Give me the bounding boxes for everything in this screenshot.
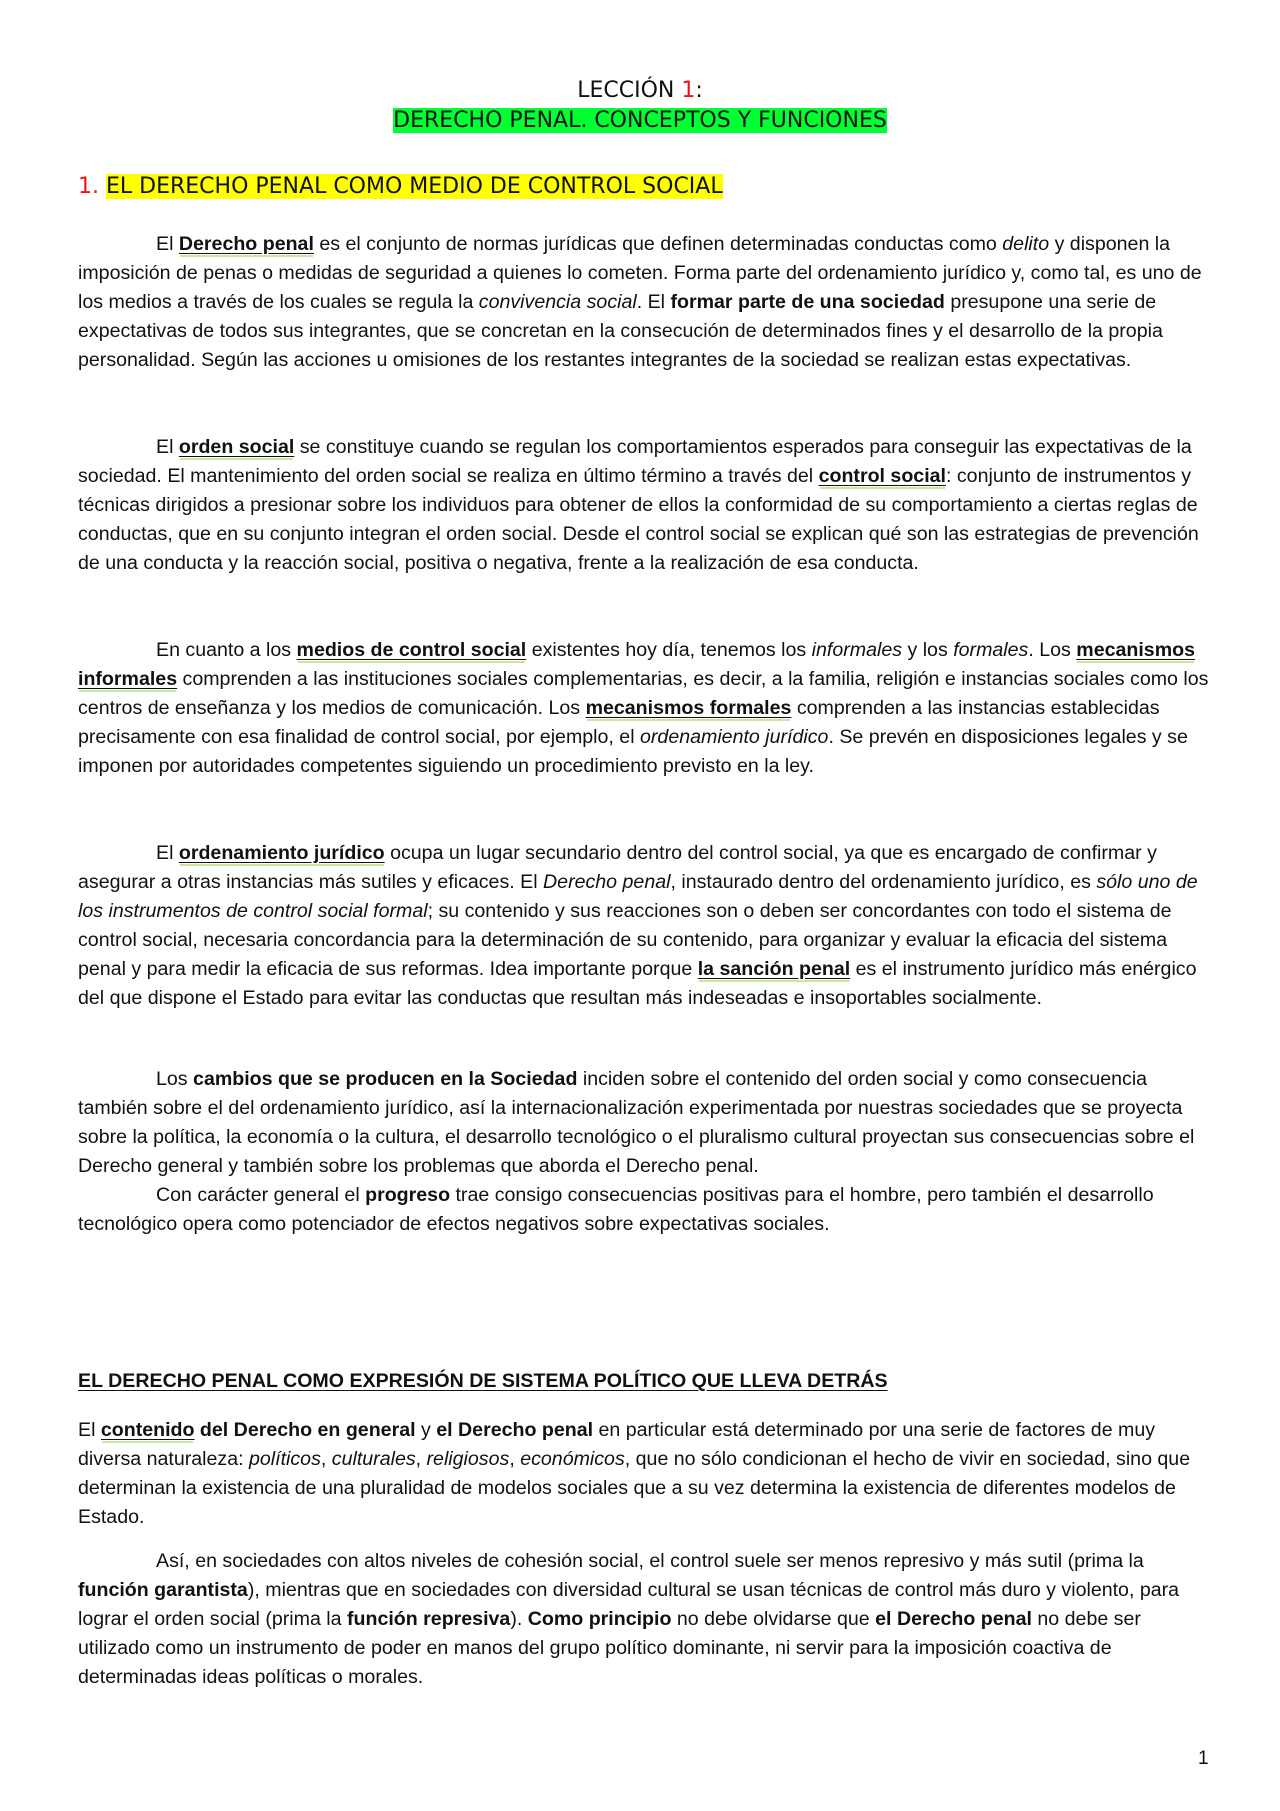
text-run: El: [156, 436, 179, 458]
text-run: no debe ser utilizado como un instrumento de poder en manos del grupo político dominante, ni servir para la imposición coactiva de determinadas ideas políticas o morales.: [78, 1608, 1141, 1688]
text-run: ocupa un lugar secundario dentro del control social, ya que es encargado de confirmar y asegurar a otras instancias más sutiles y eficaces. El: [78, 842, 1157, 893]
text-run: Con carácter general el: [156, 1184, 366, 1206]
paragraph-5: [78, 1065, 1213, 1239]
lesson-colon: :: [695, 78, 703, 103]
text-run: comprenden a las instituciones sociales complementarias, es decir, a la familia, religión e instancias sociales como los centros de enseñanza y los medios de comunicación. Los: [78, 668, 1209, 719]
term-orden-social: orden social: [178, 436, 295, 458]
page-number: 1: [1198, 1748, 1209, 1769]
term-politicos: políticos: [249, 1448, 321, 1470]
text-run: es el instrumento jurídico más enérgico del que dispone el Estado para evitar las conductas que resultan más indeseadas e insoportables socialmente.: [78, 958, 1197, 1009]
term-delito: delito: [1002, 233, 1050, 255]
term-convivencia-social: convivencia social: [478, 291, 637, 313]
text-run: es el conjunto de normas jurídicas que definen determinadas conductas como: [313, 233, 1003, 255]
text-run: existentes hoy día, tenemos los: [526, 639, 812, 661]
text-run: ,: [415, 1448, 427, 1470]
term-derecho-penal: Derecho penal: [178, 233, 314, 255]
term-mecanismos-informales: mecanismos informales: [78, 639, 1195, 690]
term-como-principio: Como principio: [527, 1608, 672, 1630]
text-run: comprenden a las instancias establecidas precisamente con esa finalidad de control social, por ejemplo, el: [78, 697, 1160, 748]
text-run: y disponen la imposición de penas o medidas de seguridad a quienes lo cometen. Forma parte del ordenamiento jurídico y, como tal, es uno de los medios a través de los cuales se regula la: [78, 233, 1202, 313]
term-derecho-general: del Derecho en general: [194, 1419, 416, 1441]
term-sancion-penal: la sanción penal: [697, 958, 851, 980]
text-run: , instaurado dentro del ordenamiento jurídico, es: [670, 871, 1097, 893]
term-ordenamiento-juridico: ordenamiento jurídico: [178, 842, 385, 864]
term-religiosos: religiosos: [426, 1448, 510, 1470]
term-funcion-represiva: función represiva: [346, 1608, 511, 1630]
text-run: Así, en sociedades con altos niveles de cohesión social, el control suele ser menos represivo y más sutil (prima la: [156, 1550, 1144, 1572]
lesson-title: [0, 76, 1280, 106]
text-run: En cuanto a los: [156, 639, 297, 661]
text-run: ).: [510, 1608, 528, 1630]
text-run: El: [78, 1419, 101, 1441]
term-derecho-penal: Derecho penal: [543, 871, 671, 893]
section-1-title: EL DERECHO PENAL COMO MEDIO DE CONTROL SOCIAL: [106, 174, 723, 199]
term-el-derecho-penal: el Derecho penal: [875, 1608, 1032, 1630]
term-formar-parte: formar parte de una sociedad: [670, 291, 945, 313]
term-contenido: contenido: [100, 1419, 195, 1441]
text-run: trae consigo consecuencias positivas para el hombre, pero también el desarrollo tecnológico opera como potenciador de efectos negativos sobre expectativas sociales.: [78, 1184, 1154, 1235]
text-run: : conjunto de instrumentos y técnicas dirigidos a presionar sobre los individuos para obtener de ellos la conformidad de su comportamiento a ciertas reglas de conductas, que en su conjunto integran el orden social. Desde el control social se explican qué son las estrategias de prevención de una conducta y la reacción social, positiva o negativa, frente a la realización de esa conducta.: [78, 465, 1199, 574]
text-run: y: [415, 1419, 437, 1441]
paragraph-1: [78, 230, 1213, 375]
term-funcion-garantista: función garantista: [78, 1579, 248, 1601]
text-run: El: [156, 233, 179, 255]
term-instrumento-control-formal: sólo uno de los instrumentos de control social formal: [78, 871, 1198, 922]
paragraph-8: [78, 1547, 1213, 1692]
text-run: presupone una serie de expectativas de todos sus integrantes, que se concretan en la consecución de determinados fines y el desarrollo de la propia personalidad. Según las acciones u omisiones de los restantes integrantes de la sociedad se realizan estas expectativas.: [78, 291, 1163, 371]
lesson-subtitle-line: [0, 106, 1280, 136]
term-economicos: económicos: [520, 1448, 625, 1470]
text-run: se constituye cuando se regulan los comportamientos esperados para conseguir las expectativas de la sociedad. El mantenimiento del orden social se realiza en último término a través del: [78, 436, 1192, 487]
section-1-number: 1.: [78, 174, 99, 199]
text-run: no debe olvidarse que: [671, 1608, 876, 1630]
paragraph-3: [78, 636, 1213, 781]
term-cambios-sociedad: cambios que se producen en la Sociedad: [193, 1068, 578, 1090]
text-run: Los: [156, 1068, 194, 1090]
text-run: inciden sobre el contenido del orden social y como consecuencia también sobre el del ordenamiento jurídico, así la internacionalización experimentada por nuestras sociedades que se proyecta sobre la política, la economía o la cultura, el desarrollo tecnológico o el pluralismo cultural proyectan sus consecuencias sobre el Derecho general y también sobre los problemas que aborda el Derecho penal.: [78, 1068, 1195, 1177]
text-run: . Se prevén en disposiciones legales y se imponen por autoridades competentes siguiendo un procedimiento previsto en la ley.: [78, 726, 1188, 777]
lesson-label: LECCIÓN: [577, 78, 682, 103]
text-run: ,: [509, 1448, 521, 1470]
lesson-number: 1: [681, 78, 696, 103]
text-run: ,: [320, 1448, 332, 1470]
text-run: . El: [636, 291, 671, 313]
term-culturales: culturales: [331, 1448, 416, 1470]
section-2-heading: EL DERECHO PENAL COMO EXPRESIÓN DE SISTEMA POLÍTICO QUE LLEVA DETRÁS: [78, 1370, 888, 1392]
term-ordenamiento-juridico: ordenamiento jurídico: [640, 726, 829, 748]
text-run: , que no sólo condicionan el hecho de vivir en sociedad, sino que determinan la existencia de una pluralidad de modelos sociales que a su vez determina la existencia de diferentes modelos de Estado.: [78, 1448, 1191, 1528]
paragraph-7: [78, 1416, 1213, 1532]
title-block: [0, 76, 1280, 136]
text-run: El: [156, 842, 179, 864]
term-formales: formales: [953, 639, 1029, 661]
text-run: . Los: [1028, 639, 1077, 661]
paragraph-4: [78, 839, 1213, 1013]
term-progreso: progreso: [365, 1184, 451, 1206]
text-run: ), mientras que en sociedades con diversidad cultural se usan técnicas de control más duro y violento, para lograr el orden social (prima la: [78, 1579, 1180, 1630]
term-medios-control-social: medios de control social: [296, 639, 527, 661]
term-derecho-penal: el Derecho penal: [436, 1419, 594, 1441]
term-informales: informales: [811, 639, 903, 661]
term-mecanismos-formales: mecanismos formales: [585, 697, 792, 719]
term-control-social: control social: [818, 465, 946, 487]
section-1-heading: [78, 172, 723, 202]
lesson-subtitle: DERECHO PENAL. CONCEPTOS Y FUNCIONES: [393, 108, 887, 133]
text-run: ; su contenido y sus reacciones son o deben ser concordantes con todo el sistema de control social, necesaria concordancia para la determinación de su contenido, para organizar y evaluar la eficacia del sistema penal y para medir la eficacia de sus reformas. Idea importante porque: [78, 900, 1172, 980]
text-run: en particular está determinado por una serie de factores de muy diversa naturaleza:: [78, 1419, 1156, 1470]
paragraph-2: [78, 433, 1213, 578]
text-run: y los: [902, 639, 954, 661]
